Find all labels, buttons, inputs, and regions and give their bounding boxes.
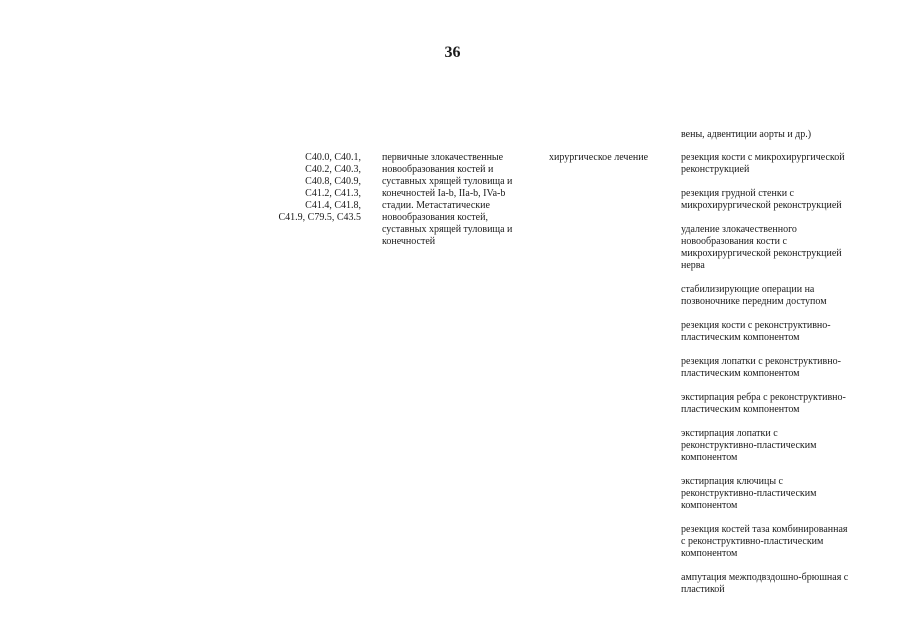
- condition-line: конечностей: [382, 236, 436, 247]
- icd-code-line: C41.2, C41.3,: [305, 188, 361, 199]
- method-line: компонентом: [681, 500, 738, 511]
- method-line: с реконструктивно-пластическим: [681, 536, 824, 547]
- method-line: экстирпация лопатки с: [681, 428, 778, 439]
- method-line: пластическим компонентом: [681, 404, 800, 415]
- method-line: резекция кости с микрохирургической: [681, 152, 845, 163]
- treatment-method: [681, 284, 867, 308]
- method-line: экстирпация ребра с реконструктивно-: [681, 392, 846, 403]
- treatment-method: [681, 224, 867, 272]
- method-line: стабилизирующие операции на: [681, 284, 815, 295]
- treatment-method: [681, 524, 867, 560]
- treatment-methods-cell: [681, 152, 867, 608]
- method-line: ампутация межподвздошно-брюшная с: [681, 572, 849, 583]
- treatment-method: [681, 188, 867, 212]
- condition-line: новообразования костей,: [382, 212, 488, 223]
- method-line: реконструкцией: [681, 164, 750, 175]
- treatment-method: [681, 476, 867, 512]
- icd-code-line: C40.2, C40.3,: [305, 164, 361, 175]
- method-line: пластическим компонентом: [681, 368, 800, 379]
- icd-code-line: C41.9, C79.5, C43.5: [278, 212, 361, 223]
- condition-line: суставных хрящей туловища и: [382, 224, 513, 235]
- icd-codes-cell: [275, 152, 361, 224]
- method-line: компонентом: [681, 452, 738, 463]
- method-line: микрохирургической реконструкцией: [681, 248, 842, 259]
- treatment-method: [681, 572, 867, 596]
- icd-code-line: C40.8, C40.9,: [305, 176, 361, 187]
- method-line: новообразования кости с: [681, 236, 787, 247]
- method-line: компонентом: [681, 548, 738, 559]
- method-line: микрохирургической реконструкцией: [681, 200, 842, 211]
- method-line: пластикой: [681, 584, 725, 595]
- condition-line: новообразования костей и: [382, 164, 494, 175]
- treatment-method: [681, 428, 867, 464]
- method-line: реконструктивно-пластическим: [681, 488, 817, 499]
- method-line: экстирпация ключицы с: [681, 476, 783, 487]
- method-line: резекция кости с реконструктивно-: [681, 320, 831, 331]
- condition-line: первичные злокачественные: [382, 152, 504, 163]
- treatment-method: [681, 320, 867, 344]
- treatment-method: [681, 356, 867, 380]
- condition-line: стадии. Метастатические: [382, 200, 490, 211]
- condition-cell: [382, 152, 532, 248]
- condition-line: конечностей Ia-b, IIa-b, IVa-b: [382, 188, 506, 199]
- method-line: удаление злокачественного: [681, 224, 797, 235]
- method-line: позвоночнике передним доступом: [681, 296, 827, 307]
- icd-code-line: C40.0, C40.1,: [305, 152, 361, 163]
- method-line: резекция грудной стенки с: [681, 188, 794, 199]
- condition-line: суставных хрящей туловища и: [382, 176, 513, 187]
- method-line: резекция лопатки с реконструктивно-: [681, 356, 841, 367]
- method-line: реконструктивно-пластическим: [681, 440, 817, 451]
- treatment-method: [681, 152, 867, 176]
- method-line: пластическим компонентом: [681, 332, 800, 343]
- icd-code-line: C41.4, C41.8,: [305, 200, 361, 211]
- treatment-type-cell: хирургическое лечение: [549, 152, 649, 163]
- page-number: 36: [444, 44, 461, 61]
- method-line: резекция костей таза комбинированная: [681, 524, 848, 535]
- treatment-method: [681, 392, 867, 416]
- continuation-text: вены, адвентиции аорты и др.): [681, 129, 812, 140]
- method-line: нерва: [681, 260, 705, 271]
